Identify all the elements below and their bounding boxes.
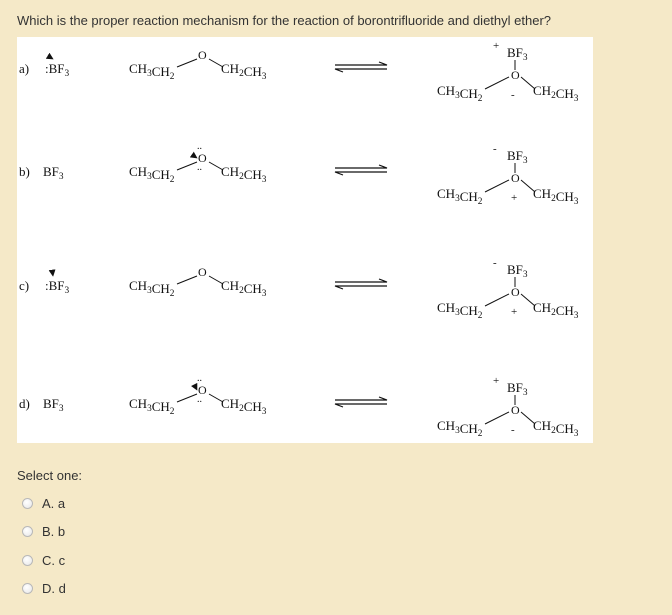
radio-option-c[interactable] [22, 555, 33, 566]
row-b-lone-pair-top: .. [197, 141, 202, 152]
row-d-product-charge-oxygen: - [511, 424, 515, 436]
row-c-bf3-reactant: $:BF_3$ [45, 278, 70, 296]
option-a[interactable] [22, 489, 66, 518]
option-b[interactable] [22, 518, 66, 547]
row-a-bf3-reactant: $:BF_3$ [45, 61, 70, 79]
row-b-ether-left: $CH_3CH_2$ [129, 164, 175, 185]
row-b-equilibrium-forward [335, 165, 387, 168]
row-b-product-bf3: $BF_3$ [507, 148, 528, 166]
option-b-label: B. b [42, 524, 66, 540]
row-d-label: d) [19, 396, 30, 411]
row-d-product-oxygen: O [511, 403, 520, 417]
row-d-product-bf3: $BF_3$ [507, 380, 528, 398]
row-b-ether-oxygen: O [198, 151, 207, 165]
row-b-product-right: $CH_2CH_3$ [533, 186, 579, 207]
row-d-ether-bond-left [177, 394, 197, 402]
row-c-product-charge-boron: - [493, 257, 497, 269]
row-c-label: c) [19, 278, 30, 293]
answer-options [22, 489, 66, 603]
row-d-lone-pair-top: .. [197, 373, 202, 384]
row-c-equilibrium-reverse [335, 286, 387, 289]
radio-option-b[interactable] [22, 526, 33, 537]
row-d-equilibrium-forward [335, 397, 387, 400]
row-d-product-right: $CH_2CH_3$ [533, 418, 579, 439]
row-b-label: b) [19, 164, 30, 179]
select-one-label: Select one: [17, 468, 83, 483]
row-a-ether-oxygen: O [198, 48, 207, 62]
option-d[interactable] [22, 575, 66, 604]
option-d-label: D. d [42, 581, 66, 597]
row-b-product-charge-boron: - [493, 143, 497, 155]
row-a-product-bf3: $BF_3$ [507, 45, 528, 63]
reaction-figure [17, 37, 593, 443]
row-c-product-oxygen: O [511, 285, 520, 299]
radio-option-d[interactable] [22, 583, 33, 594]
row-b-product-oxygen: O [511, 171, 520, 185]
row-d-lone-pair-bottom: .. [197, 394, 202, 405]
row-a-product-bond-left [485, 77, 509, 89]
row-b-product-charge-oxygen: + [511, 192, 518, 204]
row-a-product-left: $CH_3CH_2$ [437, 83, 483, 104]
option-c[interactable] [22, 546, 66, 575]
row-d-ether-right: $CH_2CH_3$ [221, 396, 267, 417]
row-b-bf3-reactant: $BF_3$ [43, 164, 64, 182]
row-d-bf3-reactant: $BF_3$ [43, 396, 64, 414]
row-d-product-left: $CH_3CH_2$ [437, 418, 483, 439]
row-c-product-charge-oxygen: + [511, 306, 518, 318]
row-c-ether-bond-left [177, 276, 197, 284]
question-text: Which is the proper reaction mechanism for the reaction of borontrifluoride and diethyl ether? [17, 13, 552, 28]
row-d-product-charge-boron: + [493, 375, 500, 387]
reaction-mechanism-diagram [17, 37, 593, 443]
row-a-equilibrium-forward [335, 62, 387, 65]
row-a-product-charge-oxygen: - [511, 89, 515, 101]
row-b-product-bond-left [485, 180, 509, 192]
row-a-product-oxygen: O [511, 68, 520, 82]
row-b-equilibrium-reverse [335, 172, 387, 175]
row-c-product-left: $CH_3CH_2$ [437, 300, 483, 321]
row-a-ether-left: $CH_3CH_2$ [129, 61, 175, 82]
radio-option-a[interactable] [22, 498, 33, 509]
row-a-ether-bond-left [177, 59, 197, 67]
row-a-product-right: $CH_2CH_3$ [533, 83, 579, 104]
option-a-label: A. a [42, 495, 66, 511]
option-c-label: C. c [42, 552, 66, 568]
row-b-ether-right: $CH_2CH_3$ [221, 164, 267, 185]
row-a-product-charge-boron: + [493, 40, 500, 52]
row-d-equilibrium-reverse [335, 404, 387, 407]
row-a-ether-right: $CH_2CH_3$ [221, 61, 267, 82]
row-c-product-bf3: $BF_3$ [507, 262, 528, 280]
row-b-ether-bond-left [177, 162, 197, 170]
row-d-product-bond-left [485, 412, 509, 424]
row-c-product-bond-left [485, 294, 509, 306]
row-c-ether-left: $CH_3CH_2$ [129, 278, 175, 299]
row-d-ether-oxygen: O [198, 383, 207, 397]
row-c-equilibrium-forward [335, 279, 387, 282]
row-d-ether-left: $CH_3CH_2$ [129, 396, 175, 417]
row-a-equilibrium-reverse [335, 69, 387, 72]
row-b-lone-pair-bottom: .. [197, 162, 202, 173]
row-b-product-left: $CH_3CH_2$ [437, 186, 483, 207]
row-c-ether-right: $CH_2CH_3$ [221, 278, 267, 299]
row-a-label: a) [19, 61, 30, 76]
row-c-product-right: $CH_2CH_3$ [533, 300, 579, 321]
row-c-ether-oxygen: O [198, 265, 207, 279]
